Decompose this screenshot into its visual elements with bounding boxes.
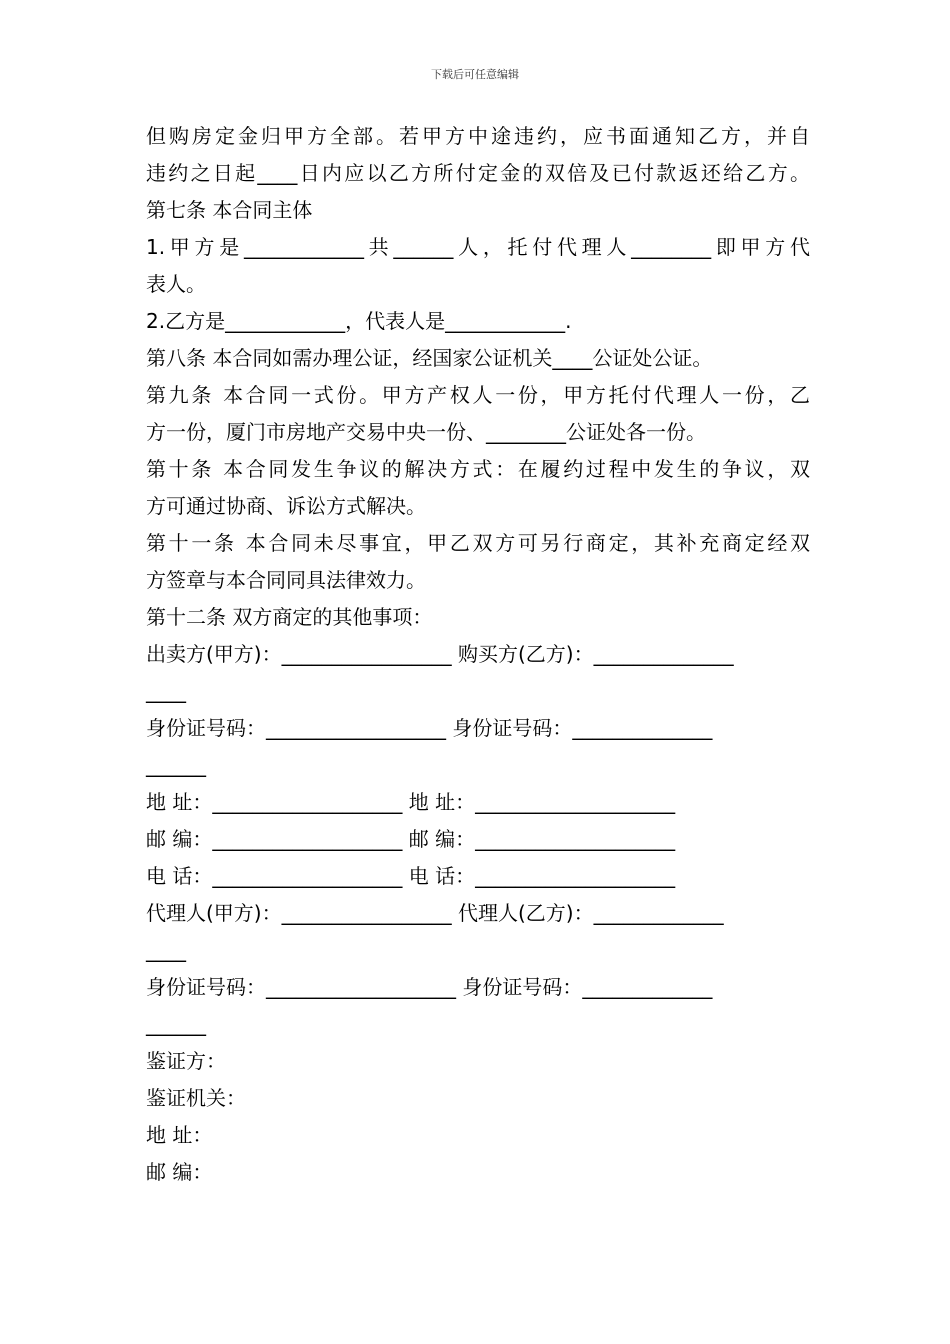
text-line: 方一份，厦门市房地产交易中央一份、________公证处各一份。 bbox=[146, 420, 706, 444]
section-heading: 第七条 本合同主体 bbox=[146, 198, 313, 222]
page-header: 下载后可任意编辑 bbox=[431, 68, 519, 81]
contract-body bbox=[146, 118, 810, 1191]
signature-line: 电 话：___________________ 电 话：____________________ bbox=[146, 864, 676, 888]
signature-line-cont: ______ bbox=[146, 753, 206, 777]
signature-line-cont: ______ bbox=[146, 1012, 206, 1036]
signature-line: 代理人(甲方)：_________________ 代理人(乙方)：_____________ bbox=[146, 901, 724, 925]
text-line: 方签章与本合同同具法律效力。 bbox=[146, 568, 426, 592]
text-line: 邮 编： bbox=[146, 1160, 213, 1184]
signature-line: 身份证号码：___________________ 身份证号码：_____________ bbox=[146, 975, 713, 999]
text-line: 表人。 bbox=[146, 272, 206, 296]
text-line: 2.乙方是____________，代表人是____________. bbox=[146, 309, 572, 333]
signature-line: 邮 编：___________________ 邮 编：____________________ bbox=[146, 827, 676, 851]
text-line: 但购房定金归甲方全部。若甲方中途违约，应书面通知乙方，并自 bbox=[146, 124, 810, 148]
text-line: 1.甲方是____________共______人，托付代理人________即甲方代 bbox=[146, 235, 810, 259]
text-line: 第十一条 本合同未尽事宜，甲乙双方可另行商定，其补充商定经双 bbox=[146, 531, 810, 555]
signature-line: 身份证号码：__________________ 身份证号码：______________ bbox=[146, 716, 713, 740]
signature-line: 出卖方(甲方)：_________________ 购买方(乙方)：______________ bbox=[146, 642, 734, 666]
text-line: 违约之日起____日内应以乙方所付定金的双倍及已付款返还给乙方。 bbox=[146, 161, 810, 185]
text-line: 第十条 本合同发生争议的解决方式：在履约过程中发生的争议，双 bbox=[146, 457, 810, 481]
text-line: 鉴证机关： bbox=[146, 1086, 246, 1110]
text-line: 第九条 本合同一式份。甲方产权人一份，甲方托付代理人一份，乙 bbox=[146, 383, 810, 407]
section-heading: 第十二条 双方商定的其他事项： bbox=[146, 605, 433, 629]
signature-line: 地 址：___________________ 地 址：____________________ bbox=[146, 790, 676, 814]
text-line: 鉴证方： bbox=[146, 1049, 226, 1073]
text-line: 方可通过协商、诉讼方式解决。 bbox=[146, 494, 426, 518]
signature-line-cont: ____ bbox=[146, 938, 186, 962]
text-line: 地 址： bbox=[146, 1123, 213, 1147]
section-heading: 第八条 本合同如需办理公证，经国家公证机关____公证处公证。 bbox=[146, 346, 713, 370]
signature-line-cont: ____ bbox=[146, 679, 186, 703]
